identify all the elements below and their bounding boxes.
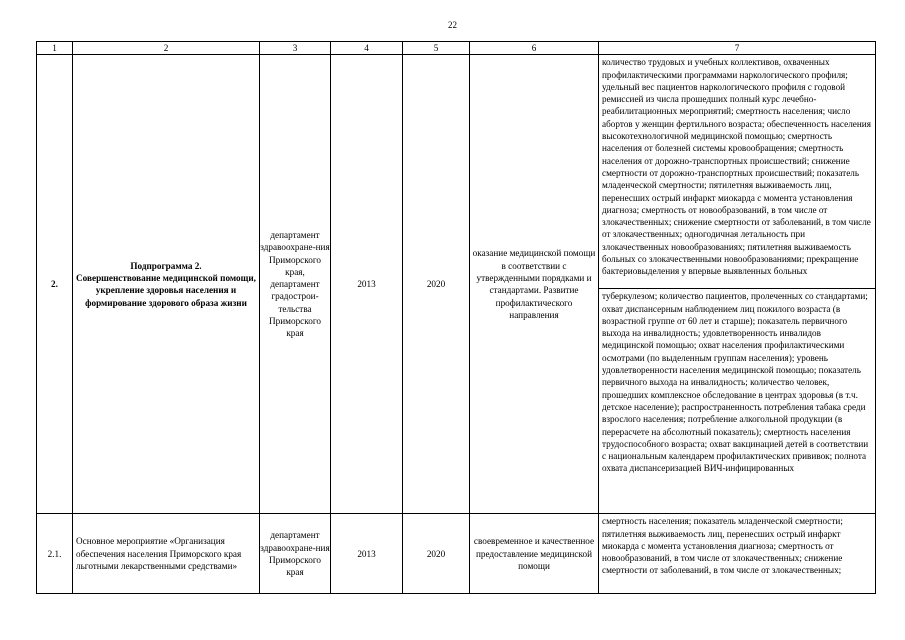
table-row <box>37 55 876 514</box>
indicators-text-bottom: туберкулезом; количество пациентов, пролеченных со стандартами; охват диспансерным наблюдением лиц пожилого возраста (в возрастной группе от 60 лет и старше); показатель первичного выхода на инвалидность; удовлетворенность инвалидов медицинской помощью; охват населения профилактическими осмотрами (по выделенным группам населения); уровень удовлетворенности населения медицинской помощью; показатель первичного выхода на инвалидность; количество человек, прошедших комплексное обследование в центрах здоровья (в т.ч. детское население); распространенность потребления табака среди взрослого населения; потребление алкогольной продукции (в перерасчете на абсолютный показатель); смертность населения трудоспособного возраста; охват вакцинацией детей в соответствии с национальным календарем профилактических прививок; полнота охвата диспансеризацией ВИЧ-инфицированных <box>602 291 869 474</box>
subprogram-name-cell <box>73 55 260 514</box>
column-header: 7 <box>599 42 876 55</box>
table-row <box>37 514 876 594</box>
subprogram-title: Подпрограмма 2. <box>130 260 202 271</box>
header-row <box>37 42 876 55</box>
indicators-text-top: количество трудовых и учебных коллективов, охваченных профилактическими программами наркологического профиля; удельный вес пациентов наркологического профиля с годовой ремиссией из числа прошедших полный курс лечебно-реабилитационных мероприятий; смертность населения; число абортов у женщин фертильного возраста; обеспеченность населения высокотехнологичной медицинской помощью; смертность населения от болезней системы кровообращения; смертность населения от дорожно-транспортных происшествий; снижение смертности от дорожно-транспортных происшествий; показатель младенческой смертности; пятилетняя выживаемость лиц, перенесших острый инфаркт миокарда с момента установления диагноза; смертность от новообразований, в том числе от злокачественных; снижение смертности от заболеваний, в том числе от злокачественных; одногодичная летальность при злокачественных новообразованиях; пятилетняя выживаемость больных со злокачественными новообразованиями; прекращение бактериовыделения у впервые выявленных больных <box>599 55 875 289</box>
column-header: 2 <box>73 42 260 55</box>
result-cell: оказание медицинской помощи в соответствии с утвержденными порядками и стандартами. Развитие профилактического направления <box>470 55 599 514</box>
column-header: 3 <box>260 42 331 55</box>
executor-cell: департамент здравоохране-ния Приморского края, департамент градострои-тельства Приморского края <box>260 55 331 514</box>
end-year-cell: 2020 <box>403 55 470 514</box>
page-number: 22 <box>448 20 457 30</box>
column-header: 6 <box>470 42 599 55</box>
executor-cell: департамент здравоохране-ния Приморского края <box>260 514 331 594</box>
program-table <box>36 41 876 594</box>
activity-name-cell: Основное мероприятие «Организация обеспечения населения Приморского края льготными лекарственными средствами» <box>73 514 260 594</box>
column-header: 5 <box>403 42 470 55</box>
row-number: 2. <box>37 55 73 514</box>
subprogram-description: Совершенствование медицинской помощи, укрепление здоровья населения и формирование здорового образа жизни <box>76 273 256 308</box>
indicators-cell <box>599 55 876 514</box>
start-year-cell: 2013 <box>331 514 403 594</box>
row-number: 2.1. <box>37 514 73 594</box>
start-year-cell: 2013 <box>331 55 403 514</box>
column-header: 1 <box>37 42 73 55</box>
result-cell: своевременное и качественное предоставление медицинской помощи <box>470 514 599 594</box>
end-year-cell: 2020 <box>403 514 470 594</box>
indicators-cell: смертность населения; показатель младенческой смертности; пятилетняя выживаемость лиц, перенесших острый инфаркт миокарда с момента установления диагноза; смертность от новообразований, в том числе от злокачественных; снижение смертности от заболеваний, в том числе от злокачественных; <box>599 514 876 594</box>
column-header: 4 <box>331 42 403 55</box>
